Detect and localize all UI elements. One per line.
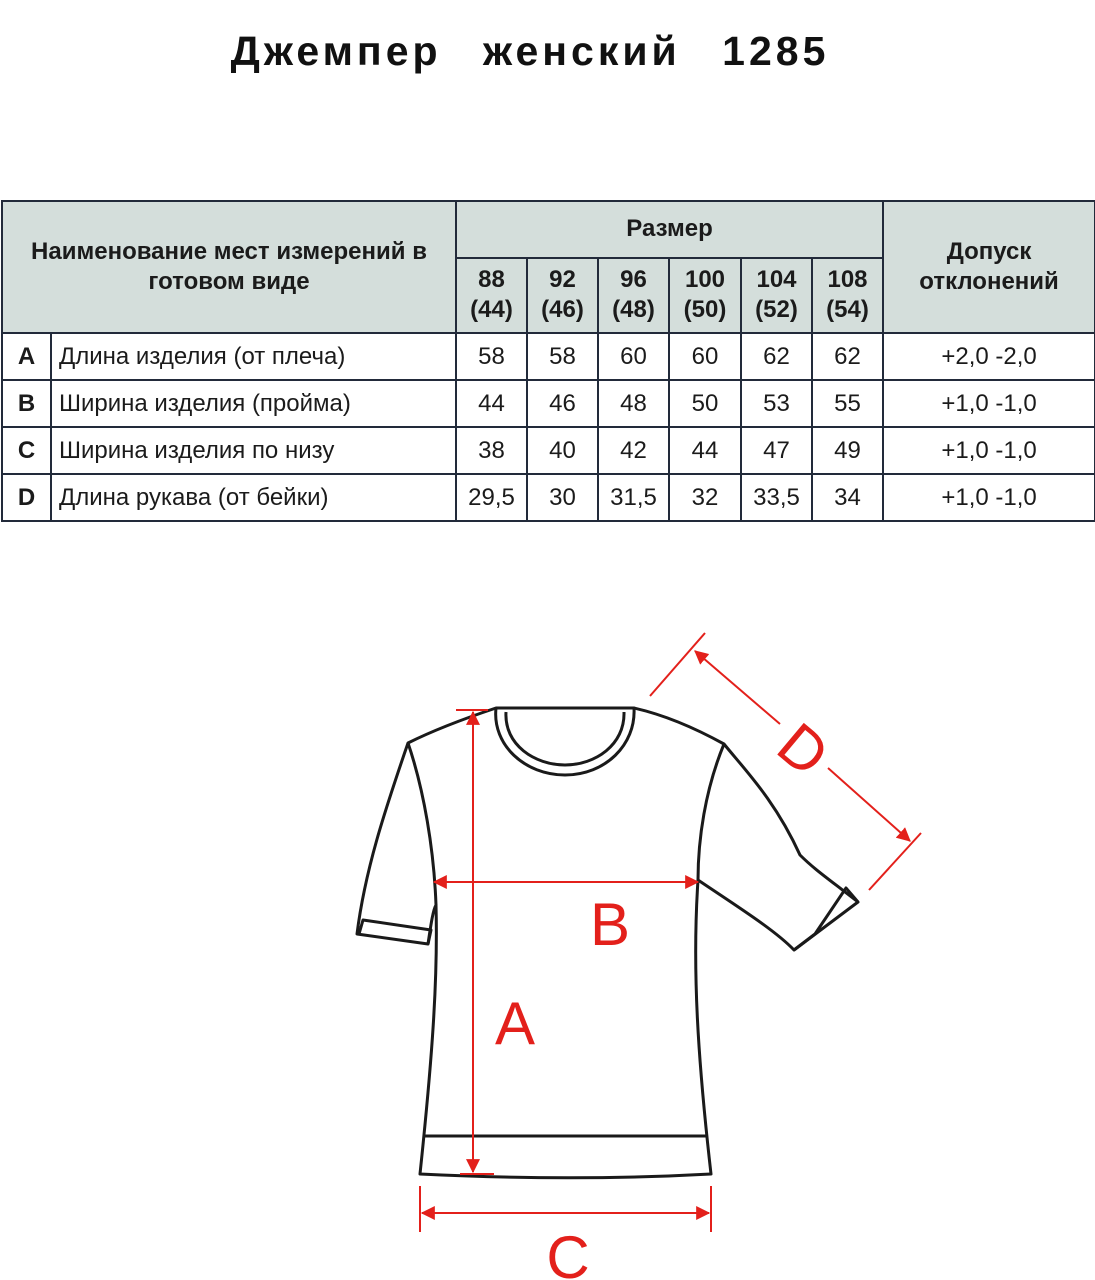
size-number: 104	[756, 266, 797, 294]
size-value: 32	[669, 474, 741, 521]
measure-name: Ширина изделия по низу	[51, 427, 456, 474]
size-value: 62	[812, 333, 883, 380]
tolerance-value: +1,0 -1,0	[883, 474, 1095, 521]
size-value: 62	[741, 333, 812, 380]
size-number: 96	[620, 266, 647, 294]
right-armhole-seam	[698, 744, 724, 880]
size-value: 42	[598, 427, 669, 474]
d-line-lower	[828, 768, 910, 841]
size-value: 38	[456, 427, 527, 474]
page-title: Джемпер женский 1285	[230, 28, 830, 74]
size-alt: (50)	[683, 296, 727, 324]
measure-name: Длина изделия (от плеча)	[51, 333, 456, 380]
size-value: 49	[812, 427, 883, 474]
size-alt: (46)	[541, 296, 584, 324]
size-number: 88	[478, 266, 505, 294]
measure-name: Ширина изделия (пройма)	[51, 380, 456, 427]
size-value: 34	[812, 474, 883, 521]
size-header: Размер	[456, 201, 883, 258]
measure-name-header: Наименование мест измерений в готовом виде	[2, 201, 456, 333]
size-value: 50	[669, 380, 741, 427]
size-value: 47	[741, 427, 812, 474]
left-armhole-seam	[408, 743, 436, 905]
tolerance-value: +2,0 -2,0	[883, 333, 1095, 380]
size-value: 58	[456, 333, 527, 380]
size-alt: (52)	[755, 296, 798, 324]
size-value: 48	[598, 380, 669, 427]
label-d: D	[765, 710, 842, 790]
size-alt: (44)	[470, 296, 513, 324]
size-value: 53	[741, 380, 812, 427]
size-number: 100	[684, 266, 726, 294]
size-value: 40	[527, 427, 598, 474]
size-value: 30	[527, 474, 598, 521]
size-number: 108	[827, 266, 868, 294]
size-alt: (54)	[826, 296, 869, 324]
label-c: C	[546, 1224, 590, 1280]
tolerance-value: +1,0 -1,0	[883, 380, 1095, 427]
size-value: 60	[598, 333, 669, 380]
size-value: 29,5	[456, 474, 527, 521]
d-tick-bottom	[869, 833, 921, 890]
size-number: 92	[549, 266, 576, 294]
size-value: 44	[456, 380, 527, 427]
label-b: B	[589, 891, 631, 958]
size-value: 60	[669, 333, 741, 380]
measure-name: Длина рукава (от бейки)	[51, 474, 456, 521]
tolerance-header: Допуск отклонений	[883, 201, 1095, 333]
size-value: 33,5	[741, 474, 812, 521]
measure-letter: B	[2, 380, 51, 427]
size-alt: (48)	[612, 296, 655, 324]
measure-letter: A	[2, 333, 51, 380]
measure-letter: D	[2, 474, 51, 521]
label-a: A	[494, 990, 536, 1057]
neckline-inner	[506, 712, 624, 765]
size-value: 58	[527, 333, 598, 380]
size-value: 55	[812, 380, 883, 427]
right-cuff	[794, 888, 858, 950]
d-tick-top	[650, 633, 705, 696]
size-value: 44	[669, 427, 741, 474]
size-value: 46	[527, 380, 598, 427]
size-value: 31,5	[598, 474, 669, 521]
measure-letter: C	[2, 427, 51, 474]
tolerance-value: +1,0 -1,0	[883, 427, 1095, 474]
d-line-upper	[695, 651, 780, 724]
